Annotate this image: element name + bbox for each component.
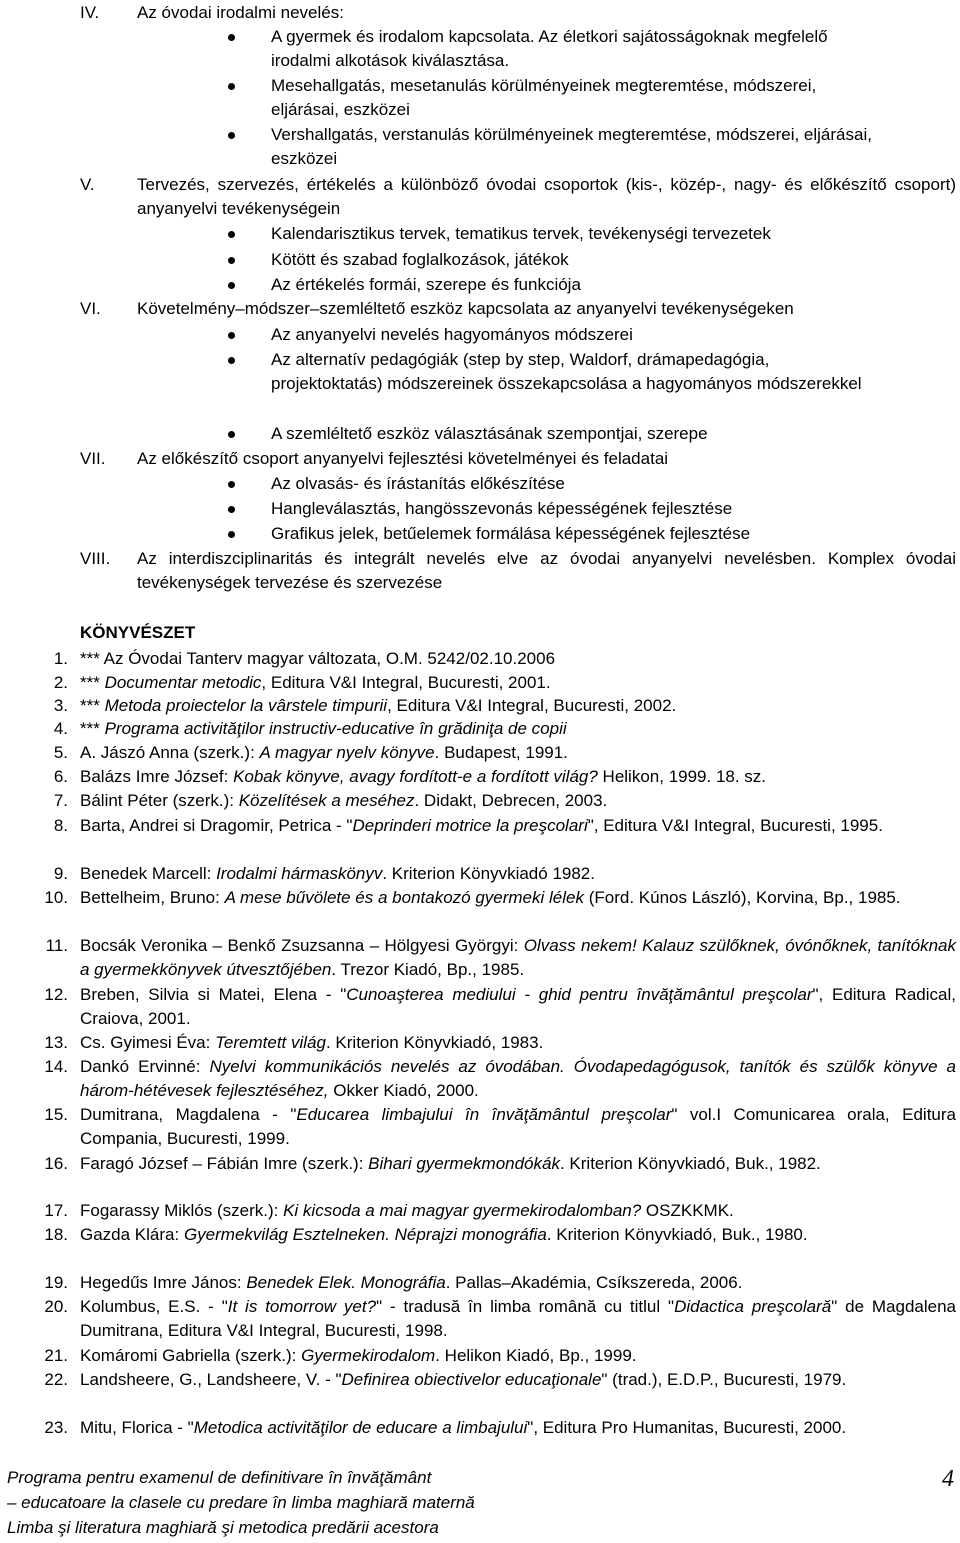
bullet-icon: [228, 282, 235, 289]
entry-text: Cs. Gyimesi Éva: Teremtett világ. Kriterion Könyvkiadó, 1983.: [80, 1033, 544, 1052]
list-item-text: Grafikus jelek, betűelemek formálása képességének fejlesztése: [271, 524, 751, 543]
list-item-text: Kalendarisztikus tervek, tematikus tervek, tevékenységi tervezetek: [271, 224, 771, 243]
entry-text: Kolumbus, E.S. - "It is tomorrow yet?" - tradusă în limba română cu titlul "Didactica preşcolară" de Magdalena Dumitrana, Editura V&I Integral, Bucuresti, 1998.: [80, 1297, 957, 1340]
entry-number: 15.: [44, 1105, 68, 1124]
entry-number: 4.: [53, 719, 68, 738]
entry-number: 1.: [53, 649, 68, 668]
footer-line: – educatoare la clasele cu predare în limba maghiară maternă: [7, 1493, 475, 1512]
bullet-icon: [228, 83, 235, 90]
footer-line: Programa pentru examenul de definitivare în învăţământ: [7, 1468, 432, 1487]
entry-text: Barta, Andrei si Dragomir, Petrica - "Deprinderi motrice la preşcolari", Editura V&I Integral, Bucuresti, 1995.: [80, 816, 883, 835]
list-item-text: Kötött és szabad foglalkozások, játékok: [271, 250, 569, 269]
entry-text: Faragó József – Fábián Imre (szerk.): Bihari gyermekmondókák. Kriterion Könyvkiadó, Buk., 1982.: [80, 1154, 821, 1173]
entry-number: 16.: [44, 1154, 68, 1173]
entry-text: Landsheere, G., Landsheere, V. - "Definirea obiectivelor educaţionale" (trad.), E.D.P., Bucuresti, 1979.: [80, 1370, 847, 1389]
entry-number: 5.: [53, 743, 68, 762]
bullet-icon: [228, 431, 235, 438]
entry-text: *** Metoda proiectelor la vârstele timpurii, Editura V&I Integral, Bucuresti, 2002.: [80, 696, 677, 715]
entry-text: Komáromi Gabriella (szerk.): Gyermekirodalom. Helikon Kiadó, Bp., 1999.: [80, 1346, 637, 1365]
entry-text: A. Jászó Anna (szerk.): A magyar nyelv könyve. Budapest, 1991.: [80, 743, 568, 762]
section-heading: Követelmény–módszer–szemléltető eszköz kapcsolata az anyanyelvi tevékenységeken: [137, 299, 794, 318]
entry-text: Fogarassy Miklós (szerk.): Ki kicsoda a mai magyar gyermekirodalomban? OSZKKMK.: [80, 1201, 734, 1220]
section-number: VIII.: [80, 549, 111, 568]
entry-number: 2.: [53, 673, 68, 692]
entry-number: 6.: [53, 767, 68, 786]
bibliography-title: KÖNYVÉSZET: [80, 623, 196, 642]
entry-number: 7.: [53, 791, 68, 810]
list-item-text: Mesehallgatás, mesetanulás körülményeinek megteremtése, módszerei, eljárásai, eszközei: [271, 76, 817, 119]
bullet-icon: [228, 357, 235, 364]
entry-text: *** Documentar metodic, Editura V&I Integral, Bucuresti, 2001.: [80, 673, 551, 692]
bullet-icon: [228, 481, 235, 488]
entry-number: 8.: [53, 816, 68, 835]
section-number: VII.: [80, 449, 106, 468]
bullet-icon: [228, 257, 235, 264]
entry-text: *** Az Óvodai Tanterv magyar változata, O.M. 5242/02.10.2006: [80, 649, 556, 668]
entry-text: Dumitrana, Magdalena - "Educarea limbajului în învăţământul preşcolar" vol.I Comunicarea orala, Editura Compania, Bucuresti, 1999.: [80, 1105, 956, 1148]
entry-text: *** Programa activităţilor instructiv-educative în grădiniţa de copii: [80, 719, 567, 738]
list-item-text: A szemléltető eszköz választásának szempontjai, szerepe: [271, 424, 708, 443]
section-heading: Az interdiszciplinaritás és integrált nevelés elve az óvodai anyanyelvi nevelésben. Komplex óvodai tevékenységek tervezése és szervezése: [137, 549, 956, 592]
entry-number: 23.: [44, 1418, 68, 1437]
entry-number: 13.: [44, 1033, 68, 1052]
entry-number: 14.: [44, 1057, 68, 1076]
entry-text: Bettelheim, Bruno: A mese bűvölete és a bontakozó gyermeki lélek (Ford. Kúnos László), Korvina, Bp., 1985.: [80, 888, 901, 907]
section-number: V.: [80, 175, 95, 194]
footer-line: Limba şi literatura maghiară şi metodica predării acestora: [7, 1518, 439, 1537]
list-item-text: Az alternatív pedagógiák (step by step, Waldorf, drámapedagógia, projektoktatás) módszereinek összekapcsolása a hagyományos módszerekkel: [271, 350, 862, 393]
entry-text: Hegedűs Imre János: Benedek Elek. Monográfia. Pallas–Akadémia, Csíkszereda, 2006.: [80, 1273, 743, 1292]
entry-number: 21.: [44, 1346, 68, 1365]
page-number: 4: [942, 1466, 954, 1492]
entry-text: Gazda Klára: Gyermekvilág Esztelneken. Néprajzi monográfia. Kriterion Könyvkiadó, Buk., 1980.: [80, 1225, 808, 1244]
section-heading: Az óvodai irodalmi nevelés:: [137, 3, 344, 22]
list-item-text: Az olvasás- és írástanítás előkészítése: [271, 474, 565, 493]
entry-number: 22.: [44, 1370, 68, 1389]
bullet-icon: [228, 332, 235, 339]
entry-number: 9.: [53, 864, 68, 883]
entry-number: 18.: [44, 1225, 68, 1244]
entry-text: Dankó Ervinné: Nyelvi kommunikációs nevelés az óvodában. Óvodapedagógusok, tanítók és szülők könyve a három-hétévesek fejlesztéséhez, Okker Kiadó, 2000.: [80, 1057, 957, 1100]
entry-number: 17.: [44, 1201, 68, 1220]
list-item-text: Az anyanyelvi nevelés hagyományos módszerei: [271, 325, 633, 344]
entry-text: Mitu, Florica - "Metodica activităţilor de educare a limbajului", Editura Pro Humanitas, Bucuresti, 2000.: [80, 1418, 847, 1437]
entry-number: 11.: [45, 936, 68, 955]
entry-number: 19.: [44, 1273, 68, 1292]
entry-number: 10.: [44, 888, 68, 907]
list-item-text: Hangleválasztás, hangösszevonás képességének fejlesztése: [271, 499, 733, 518]
entry-text: Bálint Péter (szerk.): Közelítések a meséhez. Didakt, Debrecen, 2003.: [80, 791, 608, 810]
bullet-icon: [228, 531, 235, 538]
entry-text: Breben, Silvia si Matei, Elena - "Cunoaşterea mediului - ghid pentru învăţământul preşcolar", Editura Radical, Craiova, 2001.: [80, 985, 956, 1028]
entry-number: 3.: [53, 696, 68, 715]
section-heading: Tervezés, szervezés, értékelés a különböző óvodai csoportok (kis-, közép-, nagy- és előkészítő csoport) anyanyelvi tevékenységein: [137, 175, 956, 218]
bullet-icon: [228, 132, 235, 139]
list-item-text: Az értékelés formái, szerepe és funkciója: [271, 275, 581, 294]
section-number: IV.: [80, 3, 100, 22]
entry-number: 20.: [44, 1297, 68, 1316]
bullet-icon: [228, 34, 235, 41]
list-item-text: Vershallgatás, verstanulás körülményeinek megteremtése, módszerei, eljárásai, eszközei: [271, 125, 872, 168]
list-item-text: A gyermek és irodalom kapcsolata. Az életkori sajátosságoknak megfelelő irodalmi alkotások kiválasztása.: [271, 27, 828, 70]
section-number: VI.: [80, 299, 101, 318]
page-footer: [7, 1465, 475, 1540]
section-heading: Az előkészítő csoport anyanyelvi fejlesztési követelményei és feladatai: [137, 449, 669, 468]
entry-text: Bocsák Veronika – Benkő Zsuzsanna – Hölgyesi Györgyi: Olvass nekem! Kalauz szülőknek, óvónőknek, tanítóknak a gyermekkönyvek útvesztőjében. Trezor Kiadó, Bp., 1985.: [80, 936, 956, 979]
bullet-icon: [228, 506, 235, 513]
bullet-icon: [228, 231, 235, 238]
entry-text: Benedek Marcell: Irodalmi hármaskönyv. Kriterion Könyvkiadó 1982.: [80, 864, 595, 883]
entry-text: Balázs Imre József: Kobak könyve, avagy fordított-e a fordított világ? Helikon, 1999. 18. sz.: [80, 767, 767, 786]
entry-number: 12.: [44, 985, 68, 1004]
